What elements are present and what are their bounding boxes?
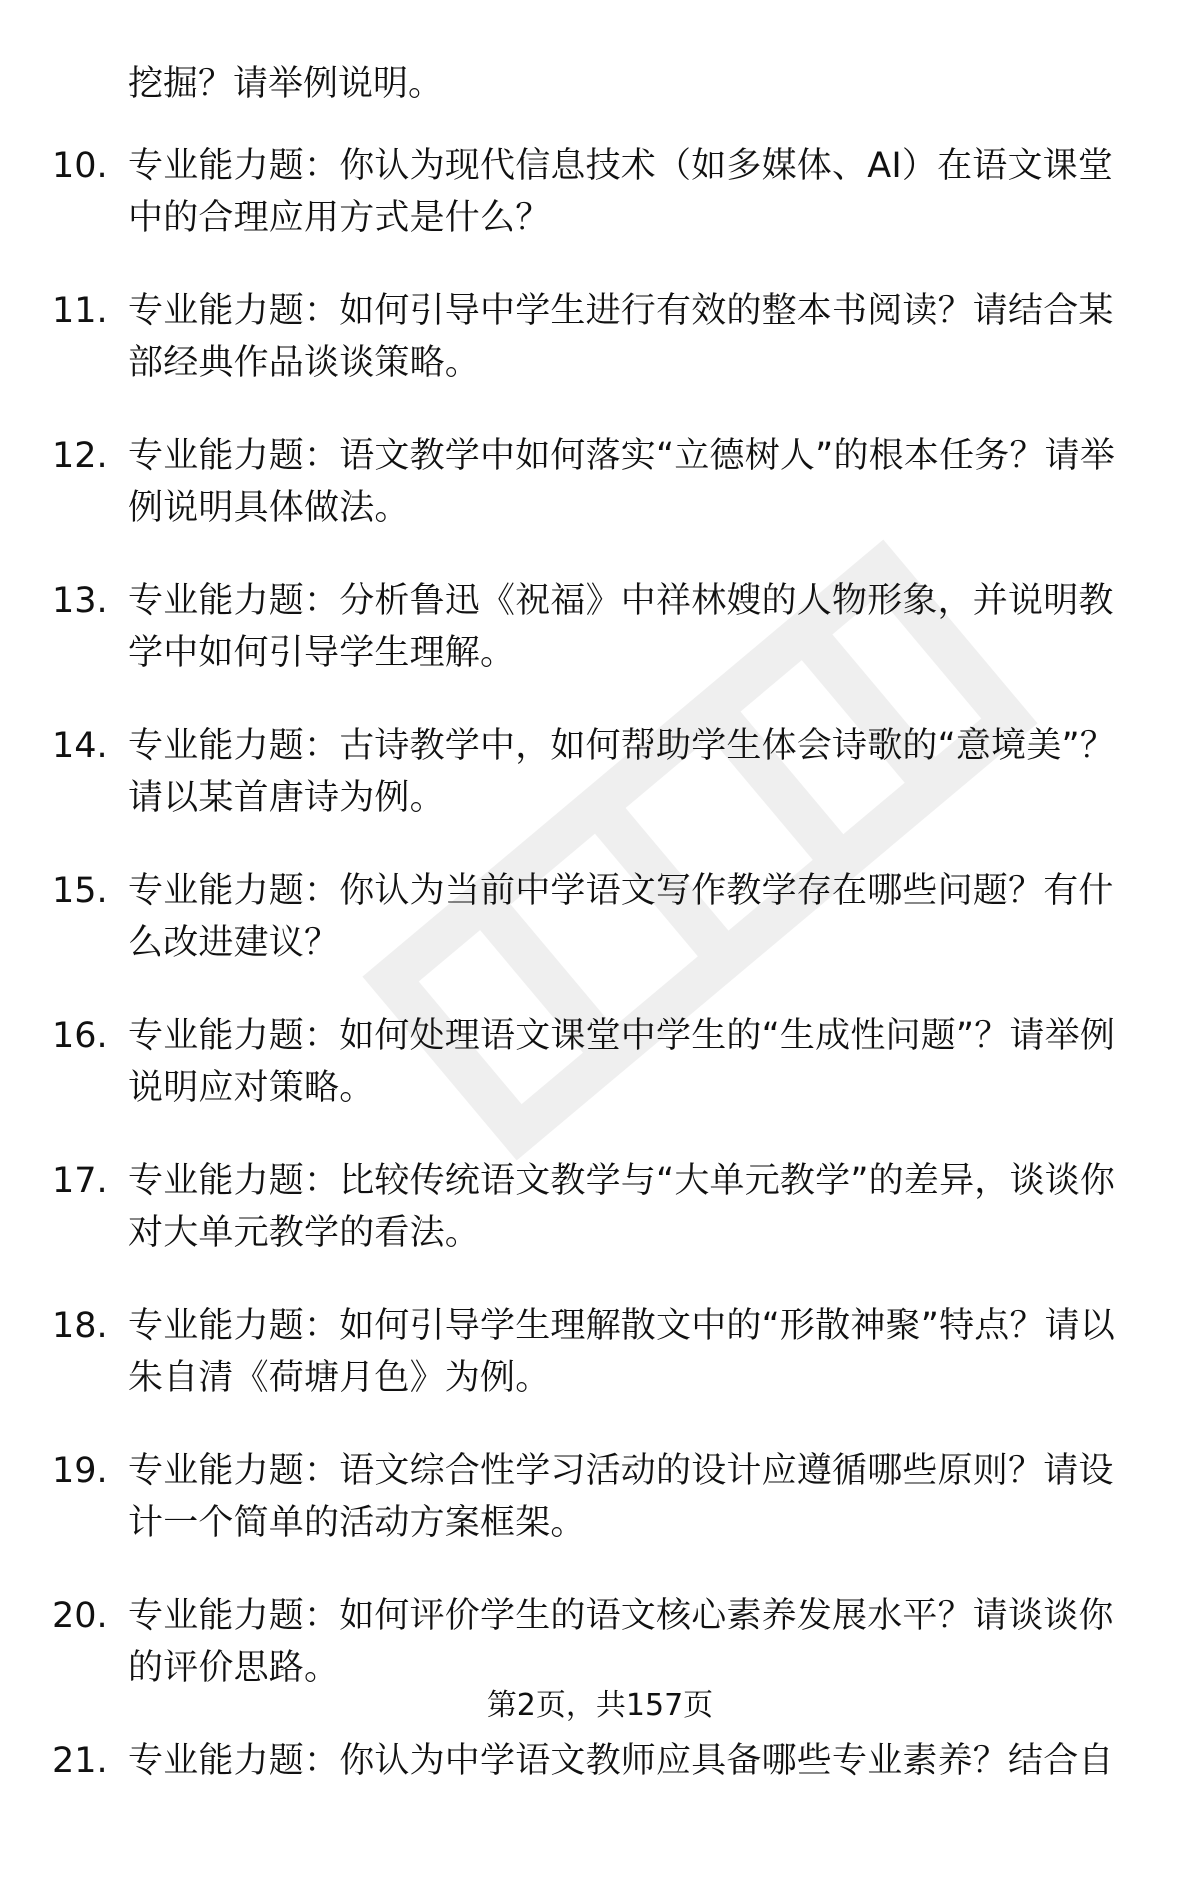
question-item	[0, 1155, 1200, 1300]
question-number: 15.	[52, 871, 108, 911]
question-item	[0, 1445, 1200, 1590]
continuation-text: 挖掘？请举例说明。	[128, 64, 444, 104]
question-number: 17.	[52, 1161, 108, 1201]
question-text: 专业能力题：你认为当前中学语文写作教学存在哪些问题？有什么改进建议？	[128, 871, 1114, 963]
question-text: 专业能力题：如何评价学生的语文核心素养发展水平？请谈谈你的评价思路。	[128, 1596, 1114, 1688]
question-number: 11.	[52, 291, 108, 331]
question-text: 专业能力题：如何处理语文课堂中学生的“生成性问题”？请举例说明应对策略。	[128, 1016, 1116, 1108]
question-text: 专业能力题：你认为现代信息技术（如多媒体、AI）在语文课堂中的合理应用方式是什么？	[128, 146, 1114, 238]
question-number: 10.	[52, 146, 108, 186]
question-text: 专业能力题：比较传统语文教学与“大单元教学”的差异，谈谈你对大单元教学的看法。	[128, 1161, 1116, 1253]
question-text: 专业能力题：你认为中学语文教师应具备哪些专业素养？结合自	[128, 1741, 1114, 1781]
question-text: 专业能力题：分析鲁迅《祝福》中祥林嫂的人物形象，并说明教学中如何引导学生理解。	[128, 581, 1114, 673]
question-text: 专业能力题：如何引导中学生进行有效的整本书阅读？请结合某部经典作品谈谈策略。	[128, 291, 1114, 383]
question-number: 14.	[52, 726, 108, 766]
question-text: 专业能力题：如何引导学生理解散文中的“形散神聚”特点？请以朱自清《荷塘月色》为例。	[128, 1306, 1116, 1398]
question-text: 专业能力题：语文教学中如何落实“立德树人”的根本任务？请举例说明具体做法。	[128, 436, 1116, 528]
question-item	[0, 430, 1200, 575]
question-number: 12.	[52, 436, 108, 476]
question-item	[0, 285, 1200, 430]
question-item	[0, 1010, 1200, 1155]
question-number: 16.	[52, 1016, 108, 1056]
question-number: 18.	[52, 1306, 108, 1346]
question-list	[0, 140, 1200, 1880]
question-item	[0, 1735, 1200, 1880]
question-number: 20.	[52, 1596, 108, 1636]
question-item	[0, 140, 1200, 285]
question-text: 专业能力题：古诗教学中，如何帮助学生体会诗歌的“意境美”？请以某首唐诗为例。	[128, 726, 1116, 818]
question-number: 13.	[52, 581, 108, 621]
page-footer: 第2页，共157页	[486, 1688, 714, 1723]
question-item	[0, 1300, 1200, 1445]
question-item	[0, 575, 1200, 720]
question-number: 21.	[52, 1741, 108, 1781]
question-item	[0, 720, 1200, 865]
question-item	[0, 865, 1200, 1010]
question-text: 专业能力题：语文综合性学习活动的设计应遵循哪些原则？请设计一个简单的活动方案框架。	[128, 1451, 1114, 1543]
question-number: 19.	[52, 1451, 108, 1491]
